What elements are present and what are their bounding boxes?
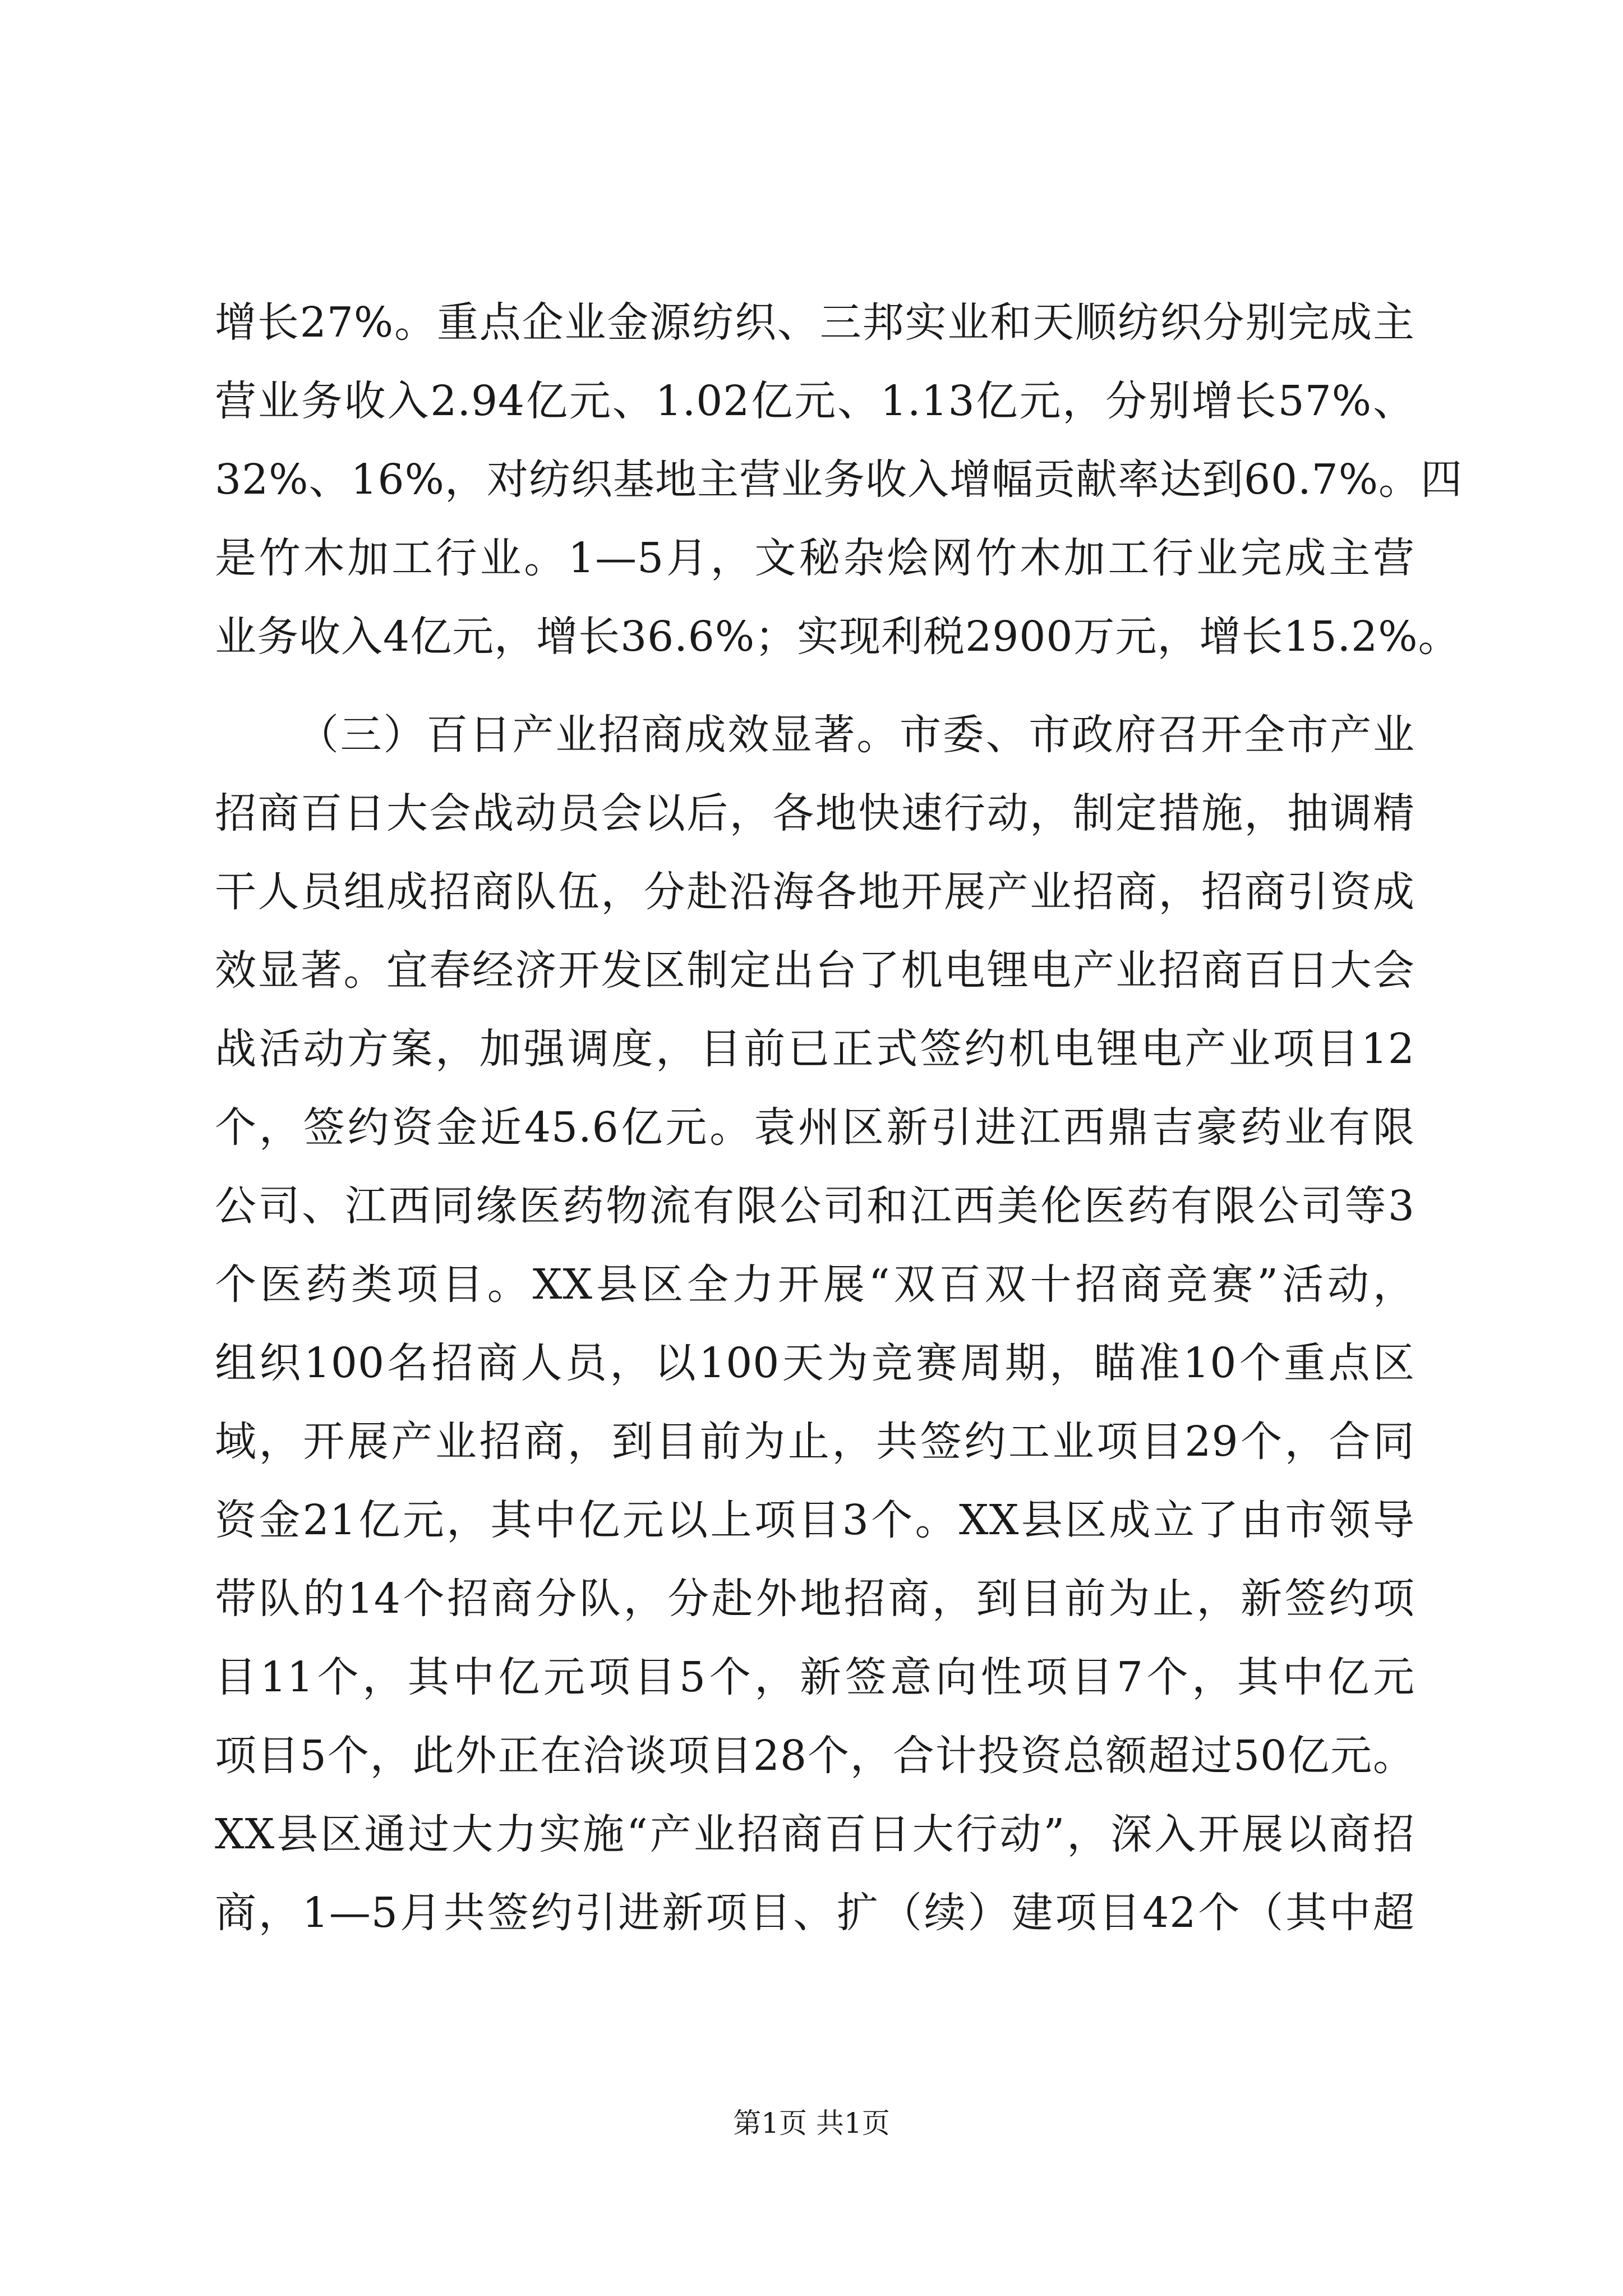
page-number: 第1页 共1页 [733,2107,890,2139]
text-line: 战活动方案，加强调度，目前已正式签约机电锂电产业项目12 [215,1025,1415,1073]
text-line: 增长27%。重点企业金源纺织、三邦实业和天顺纺织分别完成主 [215,298,1415,347]
text-line: 目11个，其中亿元项目5个，新签意向性项目7个，其中亿元 [215,1653,1415,1701]
text-line: XX县区通过大力实施“产业招商百日大行动”，深入开展以商招 [215,1810,1415,1858]
text-line: 业务收入4亿元，增长36.6%；实现利税2900万元，增长15.2%。 [215,613,1460,661]
text-line: 组织100名招商人员，以100天为竞赛周期，瞄准10个重点区 [215,1339,1415,1387]
text-line: 效显著。宜春经济开发区制定出台了机电锂电产业招商百日大会 [215,946,1415,995]
text-line: 个，签约资金近45.6亿元。袁州区新引进江西鼎吉豪药业有限 [215,1103,1415,1152]
text-line: 项目5个，此外正在洽谈项目28个，合计投资总额超过50亿元。 [215,1732,1415,1780]
text-line: 商，1—5月共签约引进新项目、扩（续）建项目42个（其中超 [215,1889,1415,1937]
text-line: 是竹木加工行业。1—5月，文秘杂烩网竹木加工行业完成主营 [215,534,1415,582]
text-line: 干人员组成招商队伍，分赴沿海各地开展产业招商，招商引资成 [215,868,1415,916]
text-line: 营业务收入2.94亿元、1.02亿元、1.13亿元，分别增长57%、 [215,377,1415,425]
text-line: 带队的14个招商分队，分赴外地招商，到目前为止，新签约项 [215,1575,1415,1623]
text-line: 域，开展产业招商，到目前为止，共签约工业项目29个，合同 [215,1418,1415,1466]
text-line: 资金21亿元，其中亿元以上项目3个。XX县区成立了由市领导 [215,1496,1415,1544]
text-line: 32%、16%，对纺织基地主营业务收入增幅贡献率达到60.7%。四 [215,455,1463,504]
text-line: 招商百日大会战动员会以后，各地快速行动，制定措施，抽调精 [215,789,1415,838]
text-line: 个医药类项目。XX县区全力开展“双百双十招商竞赛”活动， [215,1260,1415,1309]
page-footer [0,2101,1623,2146]
text-line: 公司、江西同缘医药物流有限公司和江西美伦医药有限公司等3 [215,1182,1415,1230]
paragraph-heading-line: （三）百日产业招商成效显著。市委、市政府召开全市产业 [297,711,1415,759]
